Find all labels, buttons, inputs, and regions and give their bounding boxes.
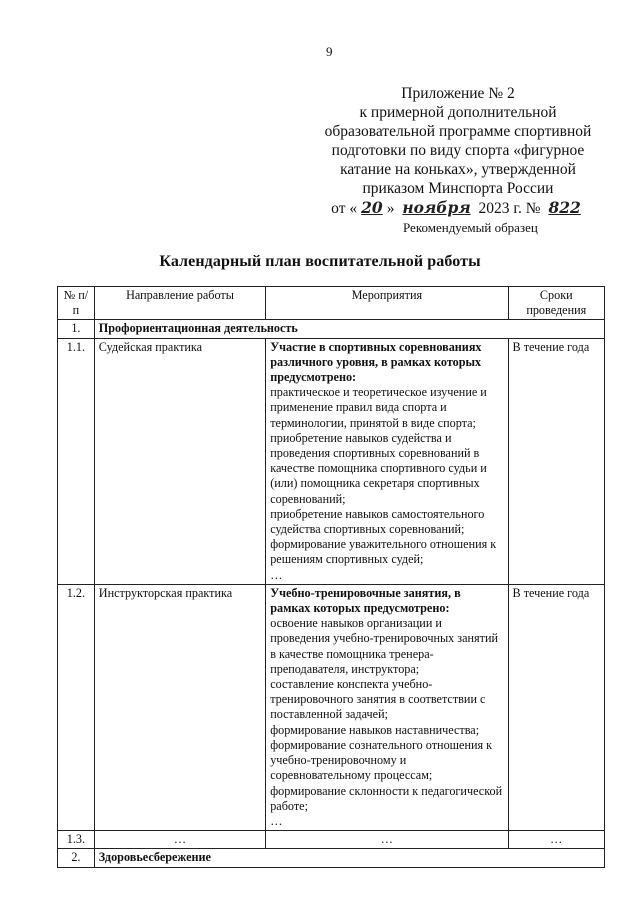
activity-item: … — [270, 567, 283, 582]
sign-prefix: от « — [331, 200, 358, 217]
row-activity: … — [266, 831, 508, 849]
activity-item: составление конспекта учебно-тренировочного занятия в соответствии с поставленной задачей; — [270, 677, 486, 722]
header-num: № п/п — [58, 287, 95, 320]
section-title: Профориентационная деятельность — [94, 320, 604, 338]
activity-item: формирование навыков наставничества; — [270, 722, 480, 737]
appendix-line: катание на коньках», утвержденной — [340, 161, 576, 178]
page-number: 9 — [326, 44, 333, 59]
section-row — [58, 320, 605, 338]
activity-item: формирование склонности к педагогической работе; — [270, 783, 503, 813]
appendix-line: подготовки по виду спорта «фигурное — [331, 142, 585, 159]
activity-item: освоение навыков организации и проведения учебно-тренировочных занятий в качестве помощника тренера-преподавателя, инструктора; — [270, 616, 499, 676]
row-direction: Инструкторская практика — [94, 584, 265, 830]
row-timing: … — [508, 831, 604, 849]
activity-title: Учебно-тренировочные занятия, в рамках которых предусмотрено: — [270, 585, 461, 616]
appendix-line: приказом Минспорта России — [362, 180, 554, 197]
activity-item: приобретение навыков самостоятельного судейства спортивных соревнований; — [270, 506, 485, 537]
activity-item: … — [270, 813, 283, 828]
row-num: 1.1. — [58, 338, 95, 584]
recommended-sample-note: Рекомендуемый образец — [403, 220, 538, 235]
appendix-header — [318, 84, 598, 218]
section-row — [58, 849, 605, 867]
handwritten-month: ноября — [402, 198, 471, 217]
plan-table — [57, 286, 605, 868]
appendix-line: образовательной программе спортивной — [324, 123, 592, 140]
row-activity — [266, 338, 508, 584]
row-num: 1.3. — [58, 831, 95, 849]
activity-item: практическое и теоретическое изучение и применение правил вида спорта и терминологии, принятой в виде спорта; — [270, 385, 487, 430]
row-activity — [266, 584, 508, 830]
row-num: 1.2. — [58, 584, 95, 830]
section-num: 1. — [58, 320, 95, 338]
table-row — [58, 584, 605, 830]
section-num: 2. — [58, 849, 95, 867]
sign-year: 2023 г. № — [478, 200, 541, 217]
appendix-line: Приложение № 2 — [401, 85, 515, 102]
document-title: Календарный план воспитательной работы — [159, 253, 481, 270]
section-title: Здоровьесбережение — [94, 849, 604, 867]
row-direction: … — [94, 831, 265, 849]
sign-mid: » — [386, 200, 395, 217]
table-row — [58, 831, 605, 849]
row-timing: В течение года — [508, 338, 604, 584]
handwritten-day: 20 — [361, 198, 383, 217]
table-header-row — [58, 287, 605, 320]
order-date-line — [318, 198, 598, 218]
header-activity: Мероприятия — [266, 287, 508, 320]
table-row — [58, 338, 605, 584]
appendix-line: к примерной дополнительной — [359, 104, 557, 121]
activity-item: формирование сознательного отношения к учебно-тренировочному и соревновательному процессам; — [270, 737, 493, 783]
activity-item: приобретение навыков судейства и проведения спортивных соревнований в качестве помощника спортивного судьи и (или) помощника секретаря спортивных соревнований; — [270, 430, 487, 506]
handwritten-number: 822 — [548, 198, 581, 217]
activity-item: формирование уважительного отношения к решениям спортивных судей; — [270, 537, 497, 567]
row-timing: В течение года — [508, 584, 604, 830]
activity-title: Участие в спортивных соревнованиях различного уровня, в рамках которых предусмотрено: — [270, 339, 482, 385]
row-direction: Судейская практика — [94, 338, 265, 584]
header-timing: Сроки проведения — [508, 287, 604, 320]
header-direction: Направление работы — [94, 287, 265, 320]
